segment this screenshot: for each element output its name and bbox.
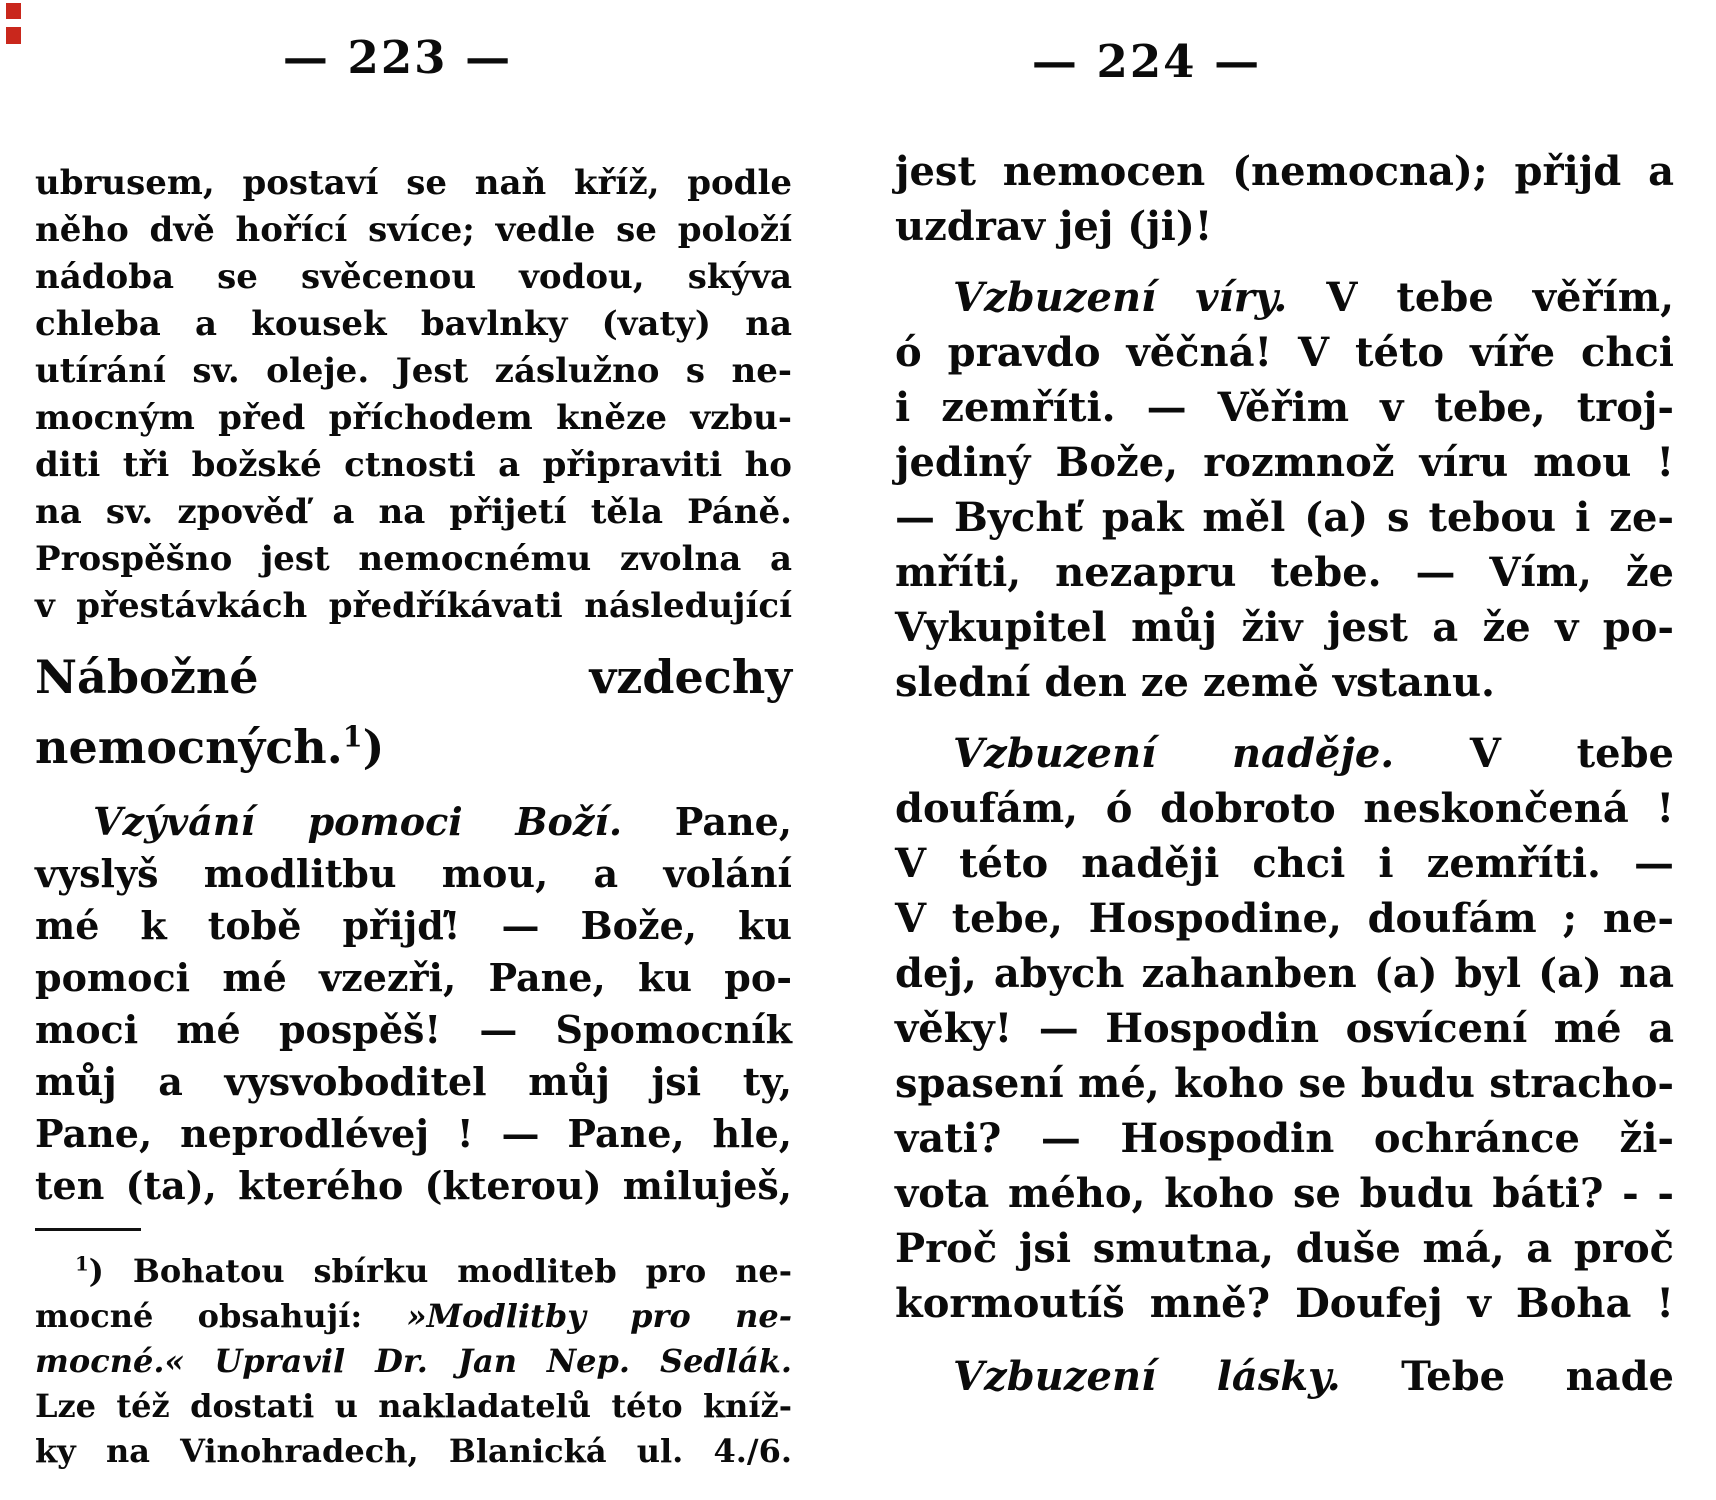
text-segment: Proč jsi smutna, duše má, a proč [895, 1225, 1674, 1272]
text-segment: nádoba se svěcenou vodou, skýva [35, 257, 792, 297]
text-segment: slední den ze země vstanu. [895, 659, 1495, 706]
text-line [35, 1429, 792, 1474]
section-heading [35, 642, 792, 782]
footnote-paragraph [35, 1249, 792, 1474]
italic-text: Vzbuzení naděje. [953, 730, 1395, 777]
text-line [35, 536, 792, 583]
text-segment: pomoci mé vzezři, Pane, ku po- [35, 955, 792, 1000]
text-line [35, 301, 792, 348]
text-line [895, 655, 1674, 710]
text-segment: chleba a kousek bavlnky (vaty) na [35, 304, 792, 344]
text-segment: mříti, nezapru tebe. — Vím, že [895, 549, 1674, 596]
text-line [895, 1056, 1674, 1111]
italic-text: Vzývání pomoci Boží. [93, 799, 623, 844]
text-segment: Vykupitel můj živ jest a že v po- [895, 604, 1674, 651]
text-segment: Pane, [622, 799, 792, 844]
text-segment: v přestávkách předříkávati následující [35, 586, 792, 626]
rubric-paragraph [35, 160, 792, 630]
text-line [895, 781, 1674, 836]
text-segment: V tebe [1394, 730, 1675, 777]
text-segment: ky na Vinohradech, Blanická ul. 4./6. [35, 1432, 792, 1470]
text-line [895, 891, 1674, 946]
text-segment: V této naději chci i zemříti. — [895, 840, 1674, 887]
text-line [35, 796, 792, 848]
text-segment: ten (ta), kterého (kterou) miluješ, [35, 1163, 792, 1208]
text-line [35, 848, 792, 900]
text-line [895, 270, 1674, 325]
text-line [895, 600, 1674, 655]
text-line [35, 254, 792, 301]
text-segment: Pane, neprodlévej ! — Pane, hle, [35, 1111, 792, 1156]
text-segment: i zemříti. — Věřim v tebe, troj- [895, 384, 1674, 431]
text-segment: Prospěšno jest nemocnému zvolna a [35, 539, 792, 579]
text-line [895, 380, 1674, 435]
text-segment: Lze též dostati u nakladatelů této kníž- [35, 1387, 792, 1425]
text-segment: něho dvě hořící svíce; vedle se položí [35, 210, 792, 250]
text-line [895, 490, 1674, 545]
text-line [35, 1108, 792, 1160]
page-body [35, 160, 792, 1474]
page-number: — 223 — [282, 31, 513, 84]
text-segment: jest nemocen (nemocna); přijd a [895, 148, 1674, 195]
text-segment: utírání sv. oleje. Jest záslužno s ne- [35, 351, 792, 391]
text-line [895, 946, 1674, 1001]
text-line [35, 1339, 792, 1384]
text-segment: vota mého, koho se budu báti? - - [895, 1170, 1674, 1217]
page-number: — 224 — [1031, 35, 1262, 88]
text-line [35, 1160, 792, 1212]
text-line [35, 900, 792, 952]
text-line [35, 395, 792, 442]
text-segment: uzdrav jej (ji)! [895, 203, 1213, 250]
italic-text: Vzbuzení víry. [953, 274, 1288, 321]
text-segment: vati? — Hospodin ochránce ži- [895, 1115, 1674, 1162]
footnote-ref: 1 [75, 1251, 89, 1276]
text-segment: kormoutíš mně? Doufej v Boha ! [895, 1280, 1674, 1327]
text-segment: vyslyš modlitbu mou, a volání [35, 851, 792, 896]
text-segment: na sv. zpověď a na přijetí těla Páně. [35, 492, 792, 532]
text-line [895, 1001, 1674, 1056]
italic-text: Vzbuzení lásky. [953, 1353, 1341, 1400]
text-line [35, 1294, 792, 1339]
text-segment: Nábožné vzdechy nemocných. [35, 650, 792, 774]
text-line [35, 489, 792, 536]
text-line [895, 836, 1674, 891]
text-line [35, 1004, 792, 1056]
text-line [895, 1111, 1674, 1166]
text-segment: — Bychť pak měl (a) s tebou i ze- [895, 494, 1674, 541]
italic-text: »Modlitby pro ne- [406, 1297, 793, 1335]
continued-paragraph [895, 144, 1674, 254]
text-line [895, 1166, 1674, 1221]
text-line [35, 952, 792, 1004]
text-line [895, 325, 1674, 380]
footnote-rule [35, 1228, 141, 1231]
text-line [895, 435, 1674, 490]
text-segment: ) Bohatou sbírku modliteb pro ne- [88, 1252, 792, 1290]
text-line [35, 348, 792, 395]
text-line [35, 207, 792, 254]
text-segment: ) [362, 720, 385, 774]
love-paragraph [895, 1349, 1674, 1404]
text-line [895, 1276, 1674, 1331]
text-segment: doufám, ó dobroto neskončená ! [895, 785, 1674, 832]
text-line [35, 442, 792, 489]
text-segment: ó pravdo věčná! V této víře chci [895, 329, 1674, 376]
page-body [895, 144, 1674, 1404]
text-segment: spasení mé, koho se budu stracho- [895, 1060, 1674, 1107]
text-line [895, 545, 1674, 600]
italic-text: mocné.« Upravil Dr. Jan Nep. Sedlák. [35, 1342, 792, 1380]
text-segment: diti tři božské ctnosti a připraviti ho [35, 445, 792, 485]
text-segment: jediný Bože, rozmnož víru mou ! [895, 439, 1674, 486]
text-line [895, 1349, 1674, 1404]
text-line [35, 642, 792, 782]
text-segment: mocným před příchodem kněze vzbu- [35, 398, 792, 438]
footnote-ref: 1 [342, 719, 363, 754]
text-segment: V tebe věřím, [1287, 274, 1674, 321]
text-segment: dej, abych zahanben (a) byl (a) na [895, 950, 1674, 997]
text-line [895, 144, 1674, 199]
hope-paragraph [895, 726, 1674, 1331]
text-segment: mé k tobě přijď! — Bože, ku [35, 903, 792, 948]
text-segment: věky! — Hospodin osvícení mé a [895, 1005, 1674, 1052]
scan-artifact-mark [6, 3, 21, 19]
text-line [35, 583, 792, 630]
page-223 [35, 0, 792, 1474]
text-segment: V tebe, Hospodine, doufám ; ne- [895, 895, 1674, 942]
text-line [35, 160, 792, 207]
prayer-paragraph [35, 796, 792, 1212]
text-line [35, 1249, 792, 1294]
text-line [35, 1384, 792, 1429]
text-line [895, 199, 1674, 254]
text-line [895, 1221, 1674, 1276]
text-segment: Tebe nade [1340, 1353, 1674, 1400]
text-segment: můj a vysvoboditel můj jsi ty, [35, 1059, 792, 1104]
text-line [895, 726, 1674, 781]
text-line [35, 1056, 792, 1108]
text-segment: moci mé pospěš! — Spomocník [35, 1007, 792, 1052]
faith-paragraph [895, 270, 1674, 710]
page-224 [895, 0, 1674, 1404]
text-segment: mocné obsahují: [35, 1297, 407, 1335]
text-segment: ubrusem, postaví se naň kříž, podle [35, 163, 792, 203]
